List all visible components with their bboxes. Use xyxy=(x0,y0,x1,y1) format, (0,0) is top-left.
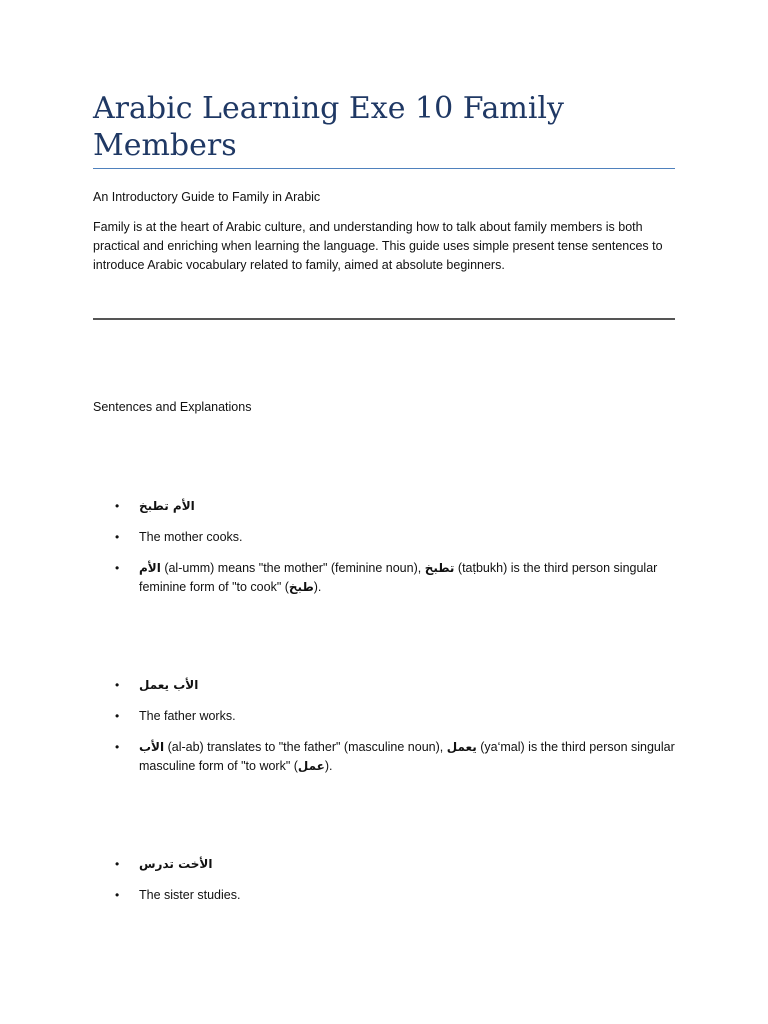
explanation-text: الأم (al-umm) means "the mother" (feminine noun), تطبخ (taṭbukh) is the third person singular feminine form of "to cook" (طبخ). xyxy=(139,561,658,594)
translation-text: The father works. xyxy=(139,709,236,723)
arabic-word: تطبخ xyxy=(424,561,455,575)
bullet-icon: • xyxy=(115,530,120,544)
title-divider xyxy=(93,168,675,169)
arabic-word: الأم xyxy=(139,561,161,575)
arabic-word: عمل xyxy=(297,759,325,773)
explanation-text: الأب (al-ab) translates to "the father" (masculine noun), يعمل (ya‘mal) is the third person singular masculine form of "to work" (عمل). xyxy=(139,740,675,773)
bullet-icon: • xyxy=(115,740,120,754)
bullet-icon: • xyxy=(115,709,120,723)
section-divider xyxy=(93,318,675,320)
arabic-word: الأب xyxy=(139,740,165,754)
arabic-word: طبخ xyxy=(288,580,314,594)
document-page xyxy=(93,0,675,1024)
bullet-icon: • xyxy=(115,678,120,692)
page-title: Arabic Learning Exe 10 Family Members xyxy=(93,91,564,163)
arabic-word: يعمل xyxy=(446,740,477,754)
section-heading: Sentences and Explanations xyxy=(93,400,252,414)
bullet-icon: • xyxy=(115,888,120,902)
arabic-sentence: الأم تطبخ xyxy=(139,499,195,513)
arabic-sentence: الأخت تدرس xyxy=(139,857,213,871)
subtitle: An Introductory Guide to Family in Arabic xyxy=(93,190,321,204)
bullet-icon: • xyxy=(115,561,120,575)
arabic-sentence: الأب يعمل xyxy=(139,678,199,692)
intro-paragraph: Family is at the heart of Arabic culture, and understanding how to talk about family members is both practical and enriching when learning the language. This guide uses simple present tense sentences to introduce Arabic vocabulary related to family, aimed at absolute beginners. xyxy=(93,220,663,272)
bullet-icon: • xyxy=(115,857,120,871)
translation-text: The sister studies. xyxy=(139,888,241,902)
bullet-icon: • xyxy=(115,499,120,513)
translation-text: The mother cooks. xyxy=(139,530,243,544)
